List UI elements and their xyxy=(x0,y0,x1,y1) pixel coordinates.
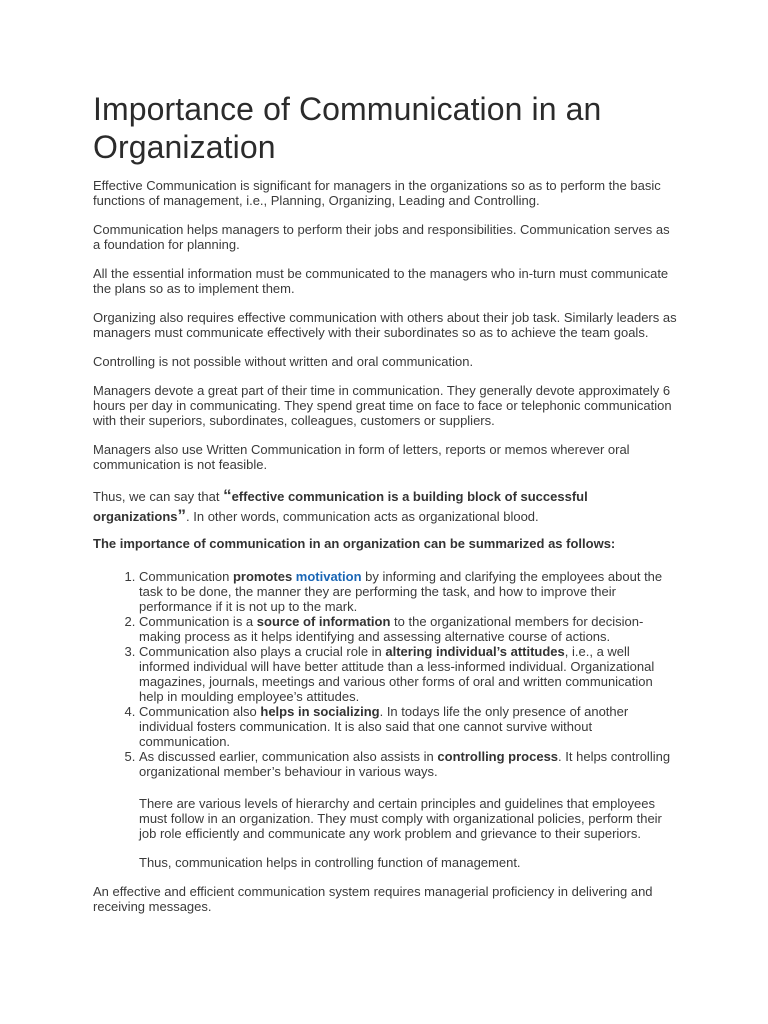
list-item-bold: promotes xyxy=(232,569,296,584)
paragraph: Controlling is not possible without written and oral communication. xyxy=(93,354,474,369)
list-item xyxy=(139,614,678,644)
list-item-bold: source of information xyxy=(256,614,391,629)
closing-paragraph: An effective and efficient communication system requires managerial proficiency in delivering and receiving messages. xyxy=(93,884,653,914)
quote-suffix: . In other words, communication acts as organizational blood. xyxy=(186,509,539,524)
paragraph: Managers also use Written Communication in form of letters, reports or memos wherever oral communication is not feasible. xyxy=(93,442,630,472)
list-item-text: to the organizational members for decision-making process as it helps identifying and assessing alternative course of actions. xyxy=(139,614,644,644)
paragraph: Communication helps managers to perform their jobs and responsibilities. Communication serves as a foundation for planning. xyxy=(93,222,670,252)
open-quote-mark: “ xyxy=(223,486,232,505)
summary-heading-text: The importance of communication in an organization can be summarized as follows: xyxy=(93,536,616,551)
indented-paragraph: There are various levels of hierarchy and certain principles and guidelines that employees must follow in an organization. They must comply with organizational policies, perform their job role efficiently and communicate any work problem and grievance to their superiors. xyxy=(139,796,662,841)
indented-paragraph: Thus, communication helps in controlling function of management. xyxy=(139,855,521,870)
paragraph: Organizing also requires effective communication with others about their job task. Similarly leaders as managers must communicate effectively with their subordinates so as to achieve the team goals. xyxy=(93,310,677,340)
list-item-bold: helps in socializing xyxy=(260,704,380,719)
summary-heading xyxy=(93,536,678,551)
list-item-bold: controlling process xyxy=(437,749,559,764)
paragraph: Effective Communication is significant for managers in the organizations so as to perform the basic functions of management, i.e., Planning, Organizing, Leading and Controlling. xyxy=(93,178,661,208)
paragraph: All the essential information must be communicated to the managers who in-turn must communicate the plans so as to implement them. xyxy=(93,266,669,296)
quote-bold: effective communication is a building block of successful organizations xyxy=(93,489,588,524)
quote-prefix: Thus, we can say that xyxy=(93,489,224,504)
list-item xyxy=(139,569,678,614)
list-item-text: Communication is a xyxy=(139,614,257,629)
list-item xyxy=(139,749,678,779)
motivation-link[interactable]: motivation xyxy=(295,569,362,584)
importance-list xyxy=(93,569,678,779)
list-item-text: , i.e., a well informed individual will have better attitude than a less-informed individual. Organizational magazines, journals, meetings and various other forms of oral and written communication help in moulding employee’s attitudes. xyxy=(139,644,655,704)
list-item xyxy=(139,644,678,704)
list-item-text: Communication also plays a crucial role in xyxy=(139,644,386,659)
article-body xyxy=(93,90,678,928)
page-title: Importance of Communication in an Organization xyxy=(93,91,602,165)
quote-paragraph xyxy=(93,486,678,526)
list-item-text: . It helps controlling organizational member’s behaviour in various ways. xyxy=(139,749,671,779)
list-item-text: . In todays life the only presence of another individual fosters communication. It is also said that one cannot survive without communication. xyxy=(139,704,629,749)
list-item xyxy=(139,704,678,749)
list-item-bold: altering individual’s attitudes xyxy=(385,644,565,659)
list-item-text: As discussed earlier, communication also assists in xyxy=(139,749,438,764)
list-item-text: Communication xyxy=(139,569,233,584)
list-item-text: by informing and clarifying the employees about the task to be done, the manner they are performing the task, and how to improve their performance if it is not up to the mark. xyxy=(139,569,663,614)
list-item-text: Communication also xyxy=(139,704,261,719)
paragraph: Managers devote a great part of their time in communication. They generally devote approximately 6 hours per day in communicating. They spend great time on face to face or telephonic communication with their superiors, subordinates, colleagues, customers or suppliers. xyxy=(93,383,672,428)
indented-block xyxy=(93,796,678,870)
close-quote-mark: ” xyxy=(177,506,187,525)
